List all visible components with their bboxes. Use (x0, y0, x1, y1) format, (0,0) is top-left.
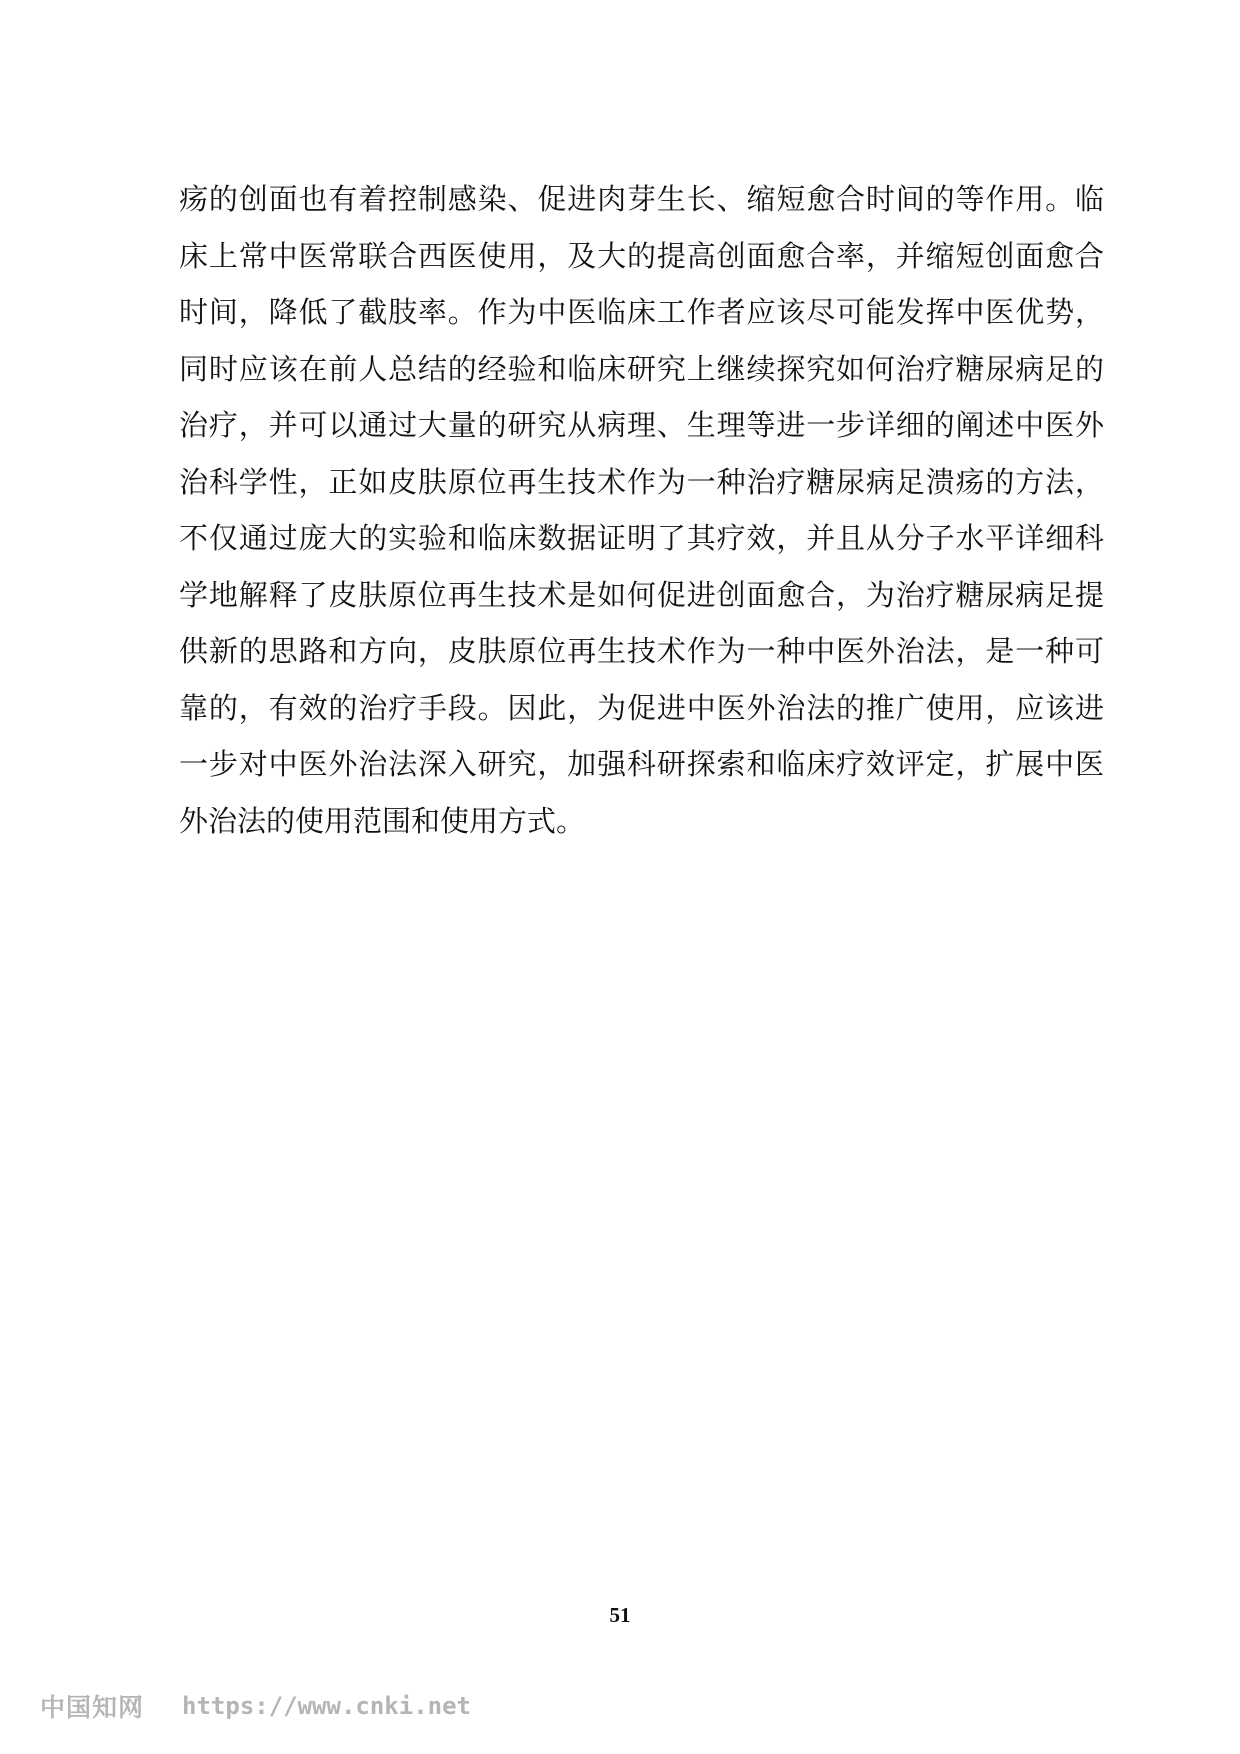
text-line: 时间，降低了截肢率。作为中医临床工作者应该尽可能发挥中医优势， (179, 295, 1104, 329)
footer-url: https://www.cnki.net (182, 1692, 471, 1720)
body-paragraph (179, 171, 1104, 849)
text-line: 疡的创面也有着控制感染、促进肉芽生长、缩短愈合时间的等作用。临 (179, 182, 1104, 216)
text-line: 一步对中医外治法深入研究，加强科研探索和临床疗效评定，扩展中医 (179, 747, 1104, 781)
text-line: 同时应该在前人总结的经验和临床研究上继续探究如何治疗糖尿病足的 (179, 351, 1104, 386)
text-line: 外治法的使用范围和使用方式。 (179, 803, 586, 838)
text-line: 治疗，并可以通过大量的研究从病理、生理等进一步详细的阐述中医外 (179, 408, 1104, 442)
cnki-logo-text: 中国知网 (40, 1693, 145, 1722)
text-line: 不仅通过庞大的实验和临床数据证明了其疗效，并且从分子水平详细科 (179, 521, 1104, 555)
footer-watermark (40, 1686, 471, 1726)
text-line: 床上常中医常联合西医使用，及大的提高创面愈合率，并缩短创面愈合 (179, 238, 1104, 273)
text-line: 学地解释了皮肤原位再生技术是如何促进创面愈合，为治疗糖尿病足提 (179, 577, 1104, 612)
text-line: 治科学性，正如皮肤原位再生技术作为一种治疗糖尿病足溃疡的方法， (179, 464, 1104, 499)
text-line: 靠的，有效的治疗手段。因此，为促进中医外治法的推广使用，应该进 (179, 690, 1104, 725)
page-number: 51 (609, 1603, 631, 1627)
text-line: 供新的思路和方向，皮肤原位再生技术作为一种中医外治法，是一种可 (179, 634, 1104, 668)
